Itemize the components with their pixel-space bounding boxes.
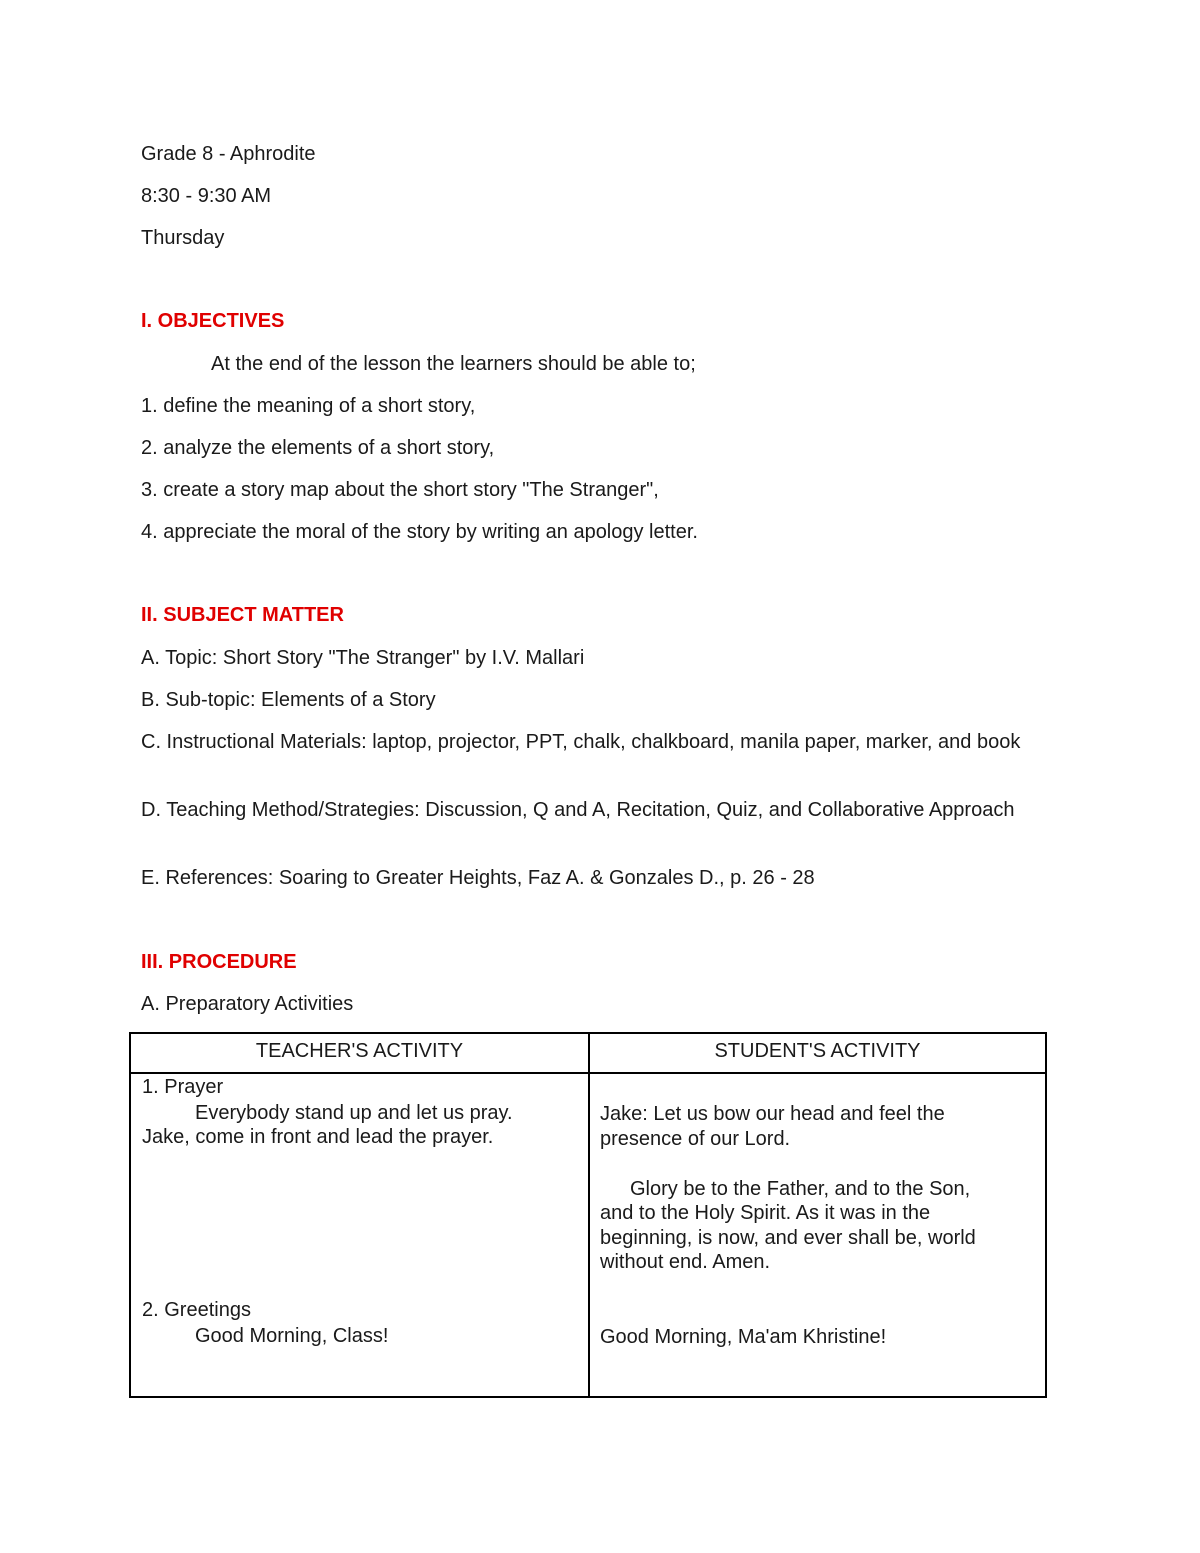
- teacher-prayer-line-2: Jake, come in front and lead the prayer.: [142, 1126, 494, 1148]
- subject-references: E. References: Soaring to Greater Heights, Faz A. & Gonzales D., p. 26 - 28: [141, 867, 815, 889]
- greetings-title: 2. Greetings: [142, 1299, 251, 1321]
- table-header-divider: [131, 1072, 1045, 1074]
- objective-item-3: 3. create a story map about the short story "The Stranger",: [141, 479, 659, 501]
- subject-matter-heading: II. SUBJECT MATTER: [141, 604, 344, 626]
- teacher-greeting: Good Morning, Class!: [195, 1325, 389, 1347]
- objective-item-1: 1. define the meaning of a short story,: [141, 395, 476, 417]
- objectives-heading: I. OBJECTIVES: [141, 310, 285, 332]
- objectives-intro: At the end of the lesson the learners should be able to;: [211, 353, 696, 375]
- class-name: Grade 8 - Aphrodite: [141, 143, 316, 165]
- subject-materials: C. Instructional Materials: laptop, projector, PPT, chalk, chalkboard, manila paper, marker, and book: [141, 731, 1021, 753]
- prayer-title: 1. Prayer: [142, 1076, 224, 1098]
- procedure-subheading: A. Preparatory Activities: [141, 993, 354, 1015]
- glory-be-line-1: Glory be to the Father, and to the Son,: [630, 1178, 971, 1200]
- table-column-divider: [588, 1034, 590, 1396]
- subject-subtopic: B. Sub-topic: Elements of a Story: [141, 689, 436, 711]
- student-prayer-line-1: Jake: Let us bow our head and feel the: [600, 1103, 945, 1125]
- teacher-activity-header: TEACHER'S ACTIVITY: [255, 1040, 464, 1062]
- subject-topic: A. Topic: Short Story "The Stranger" by I.V. Mallari: [141, 647, 585, 669]
- activity-table: [129, 1032, 1047, 1398]
- class-time: 8:30 - 9:30 AM: [141, 185, 272, 207]
- student-activity-header: STUDENT'S ACTIVITY: [714, 1040, 921, 1062]
- class-day: Thursday: [141, 227, 225, 249]
- student-prayer-line-2: presence of our Lord.: [600, 1128, 791, 1150]
- procedure-heading: III. PROCEDURE: [141, 951, 297, 973]
- glory-be-line-2: and to the Holy Spirit. As it was in the: [600, 1202, 931, 1224]
- objective-item-4: 4. appreciate the moral of the story by writing an apology letter.: [141, 521, 698, 543]
- glory-be-line-4: without end. Amen.: [600, 1251, 771, 1273]
- subject-method: D. Teaching Method/Strategies: Discussion, Q and A, Recitation, Quiz, and Collaborative Approach: [141, 799, 1015, 821]
- glory-be-line-3: beginning, is now, and ever shall be, world: [600, 1227, 976, 1249]
- objective-item-2: 2. analyze the elements of a short story,: [141, 437, 495, 459]
- student-greeting: Good Morning, Ma'am Khristine!: [600, 1326, 887, 1348]
- teacher-prayer-line-1: Everybody stand up and let us pray.: [195, 1102, 513, 1124]
